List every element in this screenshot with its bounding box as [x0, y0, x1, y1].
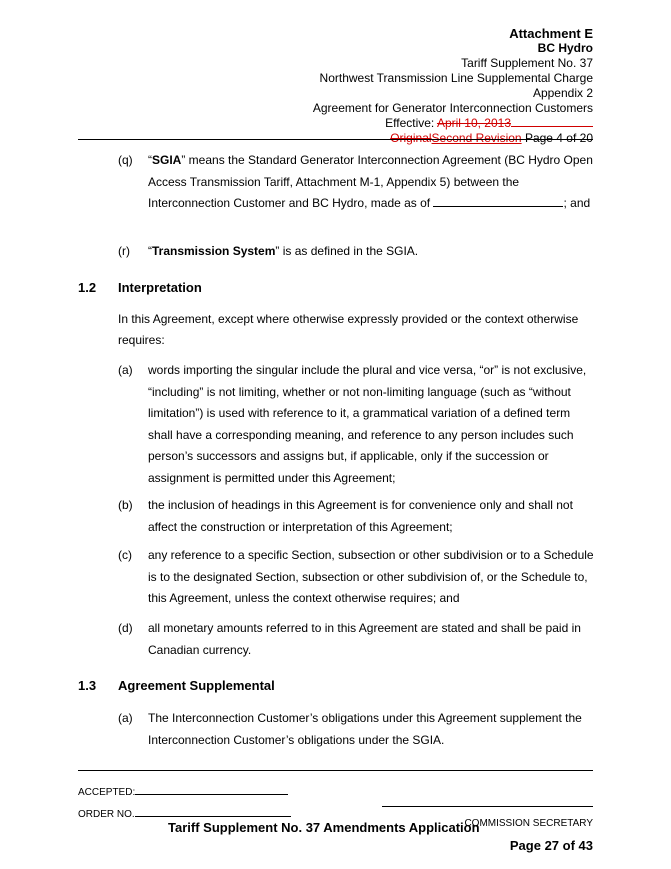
effective-label: Effective: — [385, 116, 437, 130]
interpretation-item-d — [78, 618, 593, 662]
interpretation-item-c — [78, 545, 593, 611]
definition-item-r — [78, 241, 593, 263]
revision-new: Second Revision — [431, 131, 522, 145]
application-title: Tariff Supplement No. 37 Amendments Application — [168, 820, 480, 835]
definition-item-q — [78, 150, 593, 236]
item-text: words importing the singular include the plural and vice versa, “or” is not exclusive, “including” is not limiting, whether or not non-limiting language (such as “without limitation”) is used with reference to it, a grammatical variation of a defined term shall have a corresponding meaning, and reference to any person includes such person’s successors and assigns but, if applicable, only if the succession or assignment is permitted under this Agreement; — [148, 363, 587, 485]
section-number: 1.3 — [78, 678, 97, 693]
interpretation-item-a — [78, 360, 593, 490]
header-page: Page 4 of 20 — [521, 131, 593, 145]
revision-old: Original — [390, 131, 432, 145]
item-label: (a) — [118, 711, 133, 725]
section-number: 1.2 — [78, 280, 97, 295]
effective-blank — [511, 116, 593, 127]
section-title: Interpretation — [118, 280, 202, 295]
order-line — [78, 806, 291, 820]
section-intro: In this Agreement, except where otherwise expressly provided or the context otherwise requires: — [118, 312, 579, 347]
item-label: (q) — [118, 153, 133, 167]
supplemental-item-a — [78, 708, 593, 752]
item-label: (d) — [118, 621, 133, 635]
definition-text: ” is as defined in the SGIA. — [275, 244, 419, 258]
item-label: (r) — [118, 244, 130, 258]
item-text — [148, 241, 594, 263]
item-label: (a) — [118, 363, 133, 377]
order-label: ORDER NO. — [78, 809, 135, 820]
section-title: Agreement Supplemental — [118, 678, 275, 693]
defined-term: Transmission System — [152, 244, 276, 258]
secretary-signature-line — [382, 806, 593, 807]
item-text: all monetary amounts referred to in this Agreement are stated and shall be paid in Canadian currency. — [148, 621, 581, 657]
definition-tail: ; and — [563, 196, 591, 210]
accepted-blank — [135, 784, 288, 795]
definition-text: ” means the Standard Generator Interconnection Agreement (BC Hydro Open Access Transmission Tariff, Attachment M-1, Appendix 5) between the Interconnection Customer and BC Hydro, made as of — [148, 153, 593, 210]
footer-rule — [78, 770, 593, 771]
date-blank — [433, 195, 563, 207]
item-text: the inclusion of headings in this Agreement is for convenience only and shall not affect the construction or interpretation of this Agreement; — [148, 498, 573, 534]
header-rule — [78, 139, 593, 140]
appendix-label: Appendix 2 — [532, 86, 593, 100]
effective-old-date: April 10, 2013 — [436, 116, 511, 130]
charge-title: Northwest Transmission Line Supplemental Charge — [319, 71, 593, 85]
item-label: (b) — [118, 498, 133, 512]
open-quote: “ — [148, 244, 152, 258]
order-blank — [135, 806, 291, 817]
commission-secretary-label: COMMISSION SECRETARY — [464, 818, 593, 829]
document-header — [313, 26, 593, 146]
attachment-label: Attachment E — [509, 26, 593, 41]
item-text: any reference to a specific Section, subsection or other subdivision or to a Schedule is to the designated Section, subsection or other subdivision of, or the Schedule to, this Agreement, unless the context otherwise requires; and — [148, 548, 594, 605]
company-name: BC Hydro — [537, 41, 593, 55]
interpretation-item-b — [78, 495, 593, 539]
item-label: (c) — [118, 548, 132, 562]
item-text — [148, 150, 594, 215]
effective-line — [313, 116, 593, 131]
agreement-title: Agreement for Generator Interconnection Customers — [312, 101, 593, 115]
accepted-label: ACCEPTED: — [78, 787, 136, 798]
defined-term: SGIA — [152, 153, 182, 167]
page-number: Page 27 of 43 — [509, 838, 593, 853]
tariff-supplement: Tariff Supplement No. 37 — [461, 56, 593, 70]
open-quote: “ — [148, 153, 152, 167]
item-text: The Interconnection Customer’s obligations under this Agreement supplement the Interconnection Customer’s obligations under the SGIA. — [148, 711, 582, 747]
accepted-line — [78, 784, 288, 798]
